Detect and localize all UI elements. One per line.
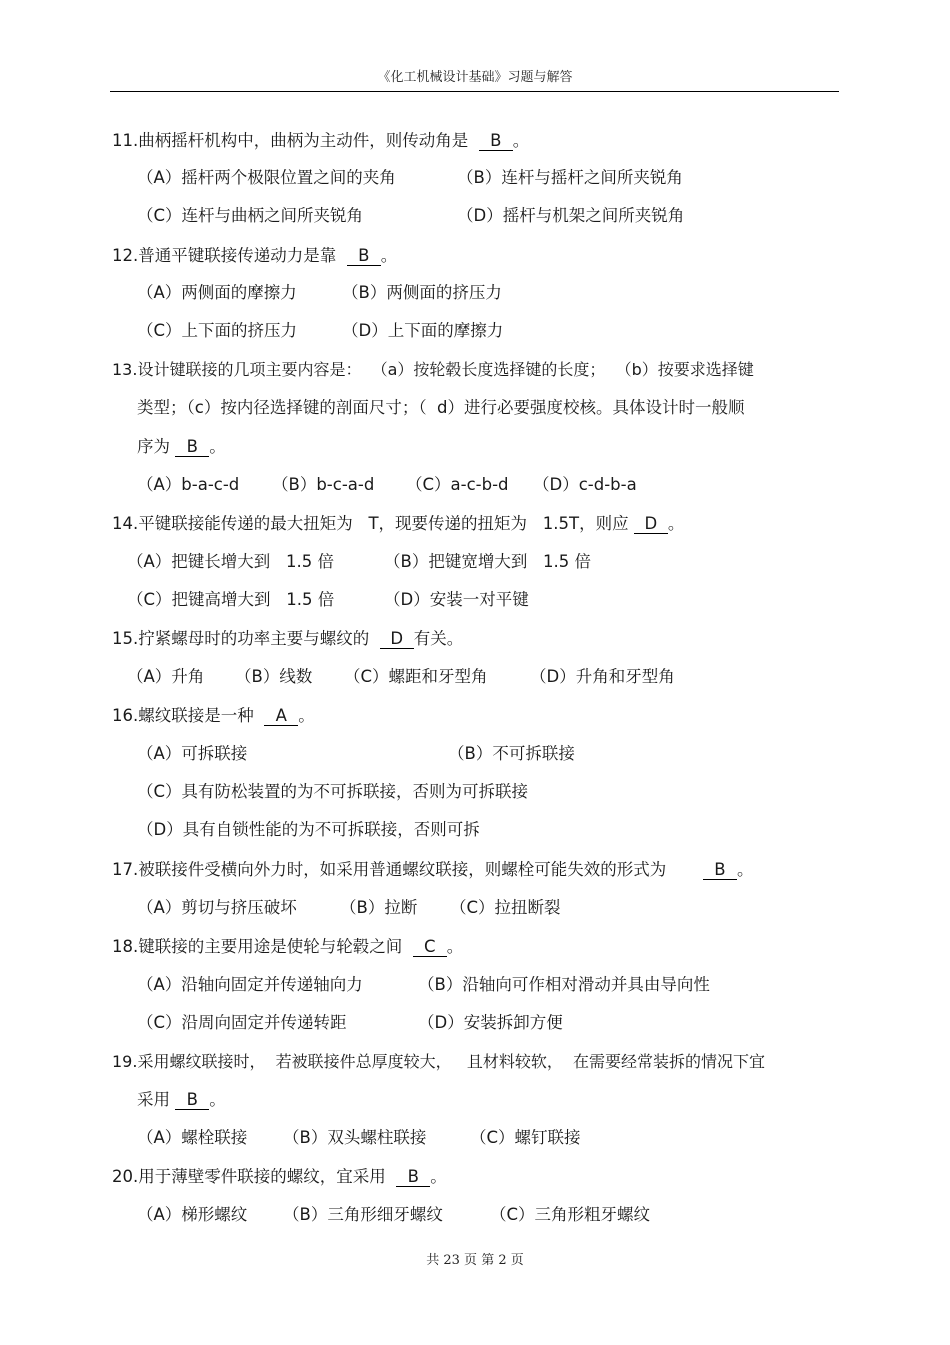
question-17-end: 。 bbox=[736, 860, 754, 879]
question-13-option-c: （C）a-c-b-d bbox=[406, 475, 509, 494]
question-17-option-c: （C）拉扭断裂 bbox=[450, 898, 561, 917]
question-16-option-b: （B）不可拆联接 bbox=[448, 744, 575, 763]
question-12-option-a: （A）两侧面的摩擦力 bbox=[137, 283, 297, 302]
question-15-option-a: （A）升角 bbox=[127, 667, 205, 686]
question-11-stem: 11.曲柄摇杆机构中，曲柄为主动件，则传动角是 bbox=[112, 131, 479, 150]
question-14-end: 。 bbox=[667, 514, 685, 533]
question-15-option-b: （B）线数 bbox=[235, 667, 313, 686]
question-11-option-c: （C）连杆与曲柄之间所夹锐角 bbox=[137, 206, 364, 225]
question-18-option-b: （B）沿轴向可作相对滑动并具由导向性 bbox=[418, 975, 710, 994]
question-13-end: 。 bbox=[209, 437, 226, 456]
question-18-end: 。 bbox=[446, 937, 464, 956]
question-16-option-d: （D）具有自锁性能的为不可拆联接，否则可拆 bbox=[137, 820, 480, 839]
question-19-option-b: （B）双头螺柱联接 bbox=[283, 1128, 427, 1147]
question-19-option-c: （C）螺钉联接 bbox=[470, 1128, 581, 1147]
question-13-option-a: （A）b-a-c-d bbox=[137, 475, 240, 494]
question-19-line-1: 19.采用螺纹联接时， 若被联接件总厚度较大， 且材料较软， 在需要经常装拆的情况下宜 bbox=[112, 1052, 766, 1071]
question-13-answer: B bbox=[175, 438, 209, 457]
question-18 bbox=[112, 937, 463, 957]
question-14-answer: D bbox=[634, 515, 668, 534]
question-20-option-b: （B）三角形细牙螺纹 bbox=[283, 1205, 443, 1224]
question-19-line-2-text: 采用 bbox=[137, 1090, 176, 1109]
question-11-option-a: （A）摇杆两个极限位置之间的夹角 bbox=[137, 168, 396, 187]
question-15-option-d: （D）升角和牙型角 bbox=[530, 667, 675, 686]
question-20-answer: B bbox=[396, 1168, 430, 1187]
question-20-option-a: （A）梯形螺纹 bbox=[137, 1205, 248, 1224]
question-20-stem: 20.用于薄壁零件联接的螺纹，宜采用 bbox=[112, 1167, 397, 1186]
question-16-option-c: （C）具有防松装置的为不可拆联接，否则为可拆联接 bbox=[137, 782, 529, 801]
question-12-option-c: （C）上下面的挤压力 bbox=[137, 321, 298, 340]
question-15-stem: 15.拧紧螺母时的功率主要与螺纹的 bbox=[112, 629, 380, 648]
question-14-option-b: （B）把键宽增大到 1.5 倍 bbox=[384, 552, 592, 571]
question-12-stem: 12.普通平键联接传递动力是靠 bbox=[112, 246, 347, 265]
question-17-answer: B bbox=[703, 861, 737, 880]
question-16-option-a: （A）可拆联接 bbox=[137, 744, 248, 763]
question-16 bbox=[112, 706, 315, 726]
question-15 bbox=[112, 629, 463, 649]
question-12-answer: B bbox=[347, 247, 381, 266]
page-header: 《化工机械设计基础》习题与解答 bbox=[377, 70, 573, 85]
question-15-option-c: （C）螺距和牙型角 bbox=[344, 667, 488, 686]
question-12-option-b: （B）两侧面的挤压力 bbox=[342, 283, 502, 302]
question-14 bbox=[112, 514, 684, 534]
question-20 bbox=[112, 1167, 447, 1187]
question-11-end: 。 bbox=[512, 131, 530, 150]
question-16-answer: A bbox=[264, 707, 298, 726]
question-16-stem: 16.螺纹联接是一种 bbox=[112, 706, 265, 725]
question-18-option-a: （A）沿轴向固定并传递轴向力 bbox=[137, 975, 363, 994]
page-footer: 共 23 页 第 2 页 bbox=[426, 1253, 524, 1268]
question-12-end: 。 bbox=[380, 246, 398, 265]
question-19-end: 。 bbox=[209, 1090, 226, 1109]
question-13-option-b: （B）b-c-a-d bbox=[272, 475, 375, 494]
question-15-answer: D bbox=[380, 630, 414, 649]
question-14-stem: 14.平键联接能传递的最大扭矩为 T，现要传递的扭矩为 1.5T，则应 bbox=[112, 514, 634, 533]
question-19-option-a: （A）螺栓联接 bbox=[137, 1128, 248, 1147]
question-12 bbox=[112, 246, 397, 266]
question-11-option-b: （B）连杆与摇杆之间所夹锐角 bbox=[457, 168, 683, 187]
question-13-line-2: 类型；（c）按内径选择键的剖面尺寸；（ d）进行必要强度校核。具体设计时一般顺 bbox=[137, 398, 745, 417]
question-16-end: 。 bbox=[298, 706, 315, 725]
question-18-option-d: （D）安装拆卸方便 bbox=[418, 1013, 563, 1032]
question-17-option-b: （B）拉断 bbox=[340, 898, 418, 917]
question-20-end: 。 bbox=[430, 1167, 447, 1186]
question-13-line-3 bbox=[137, 437, 226, 457]
question-11 bbox=[112, 131, 529, 151]
question-18-stem: 18.键联接的主要用途是使轮与轮毂之间 bbox=[112, 937, 413, 956]
question-12-option-d: （D）上下面的摩擦力 bbox=[342, 321, 504, 340]
question-20-option-c: （C）三角形粗牙螺纹 bbox=[490, 1205, 651, 1224]
question-18-option-c: （C）沿周向固定并传递转距 bbox=[137, 1013, 347, 1032]
question-13-line-3-text: 序为 bbox=[137, 437, 176, 456]
question-14-option-a: （A）把键长增大到 1.5 倍 bbox=[127, 552, 335, 571]
question-19-answer: B bbox=[175, 1091, 209, 1110]
question-14-option-c: （C）把键高增大到 1.5 倍 bbox=[127, 590, 335, 609]
question-17 bbox=[112, 860, 753, 880]
question-15-end: 有关。 bbox=[413, 629, 464, 648]
question-13-option-d: （D）c-d-b-a bbox=[533, 475, 637, 494]
question-11-answer: B bbox=[479, 132, 513, 151]
question-17-stem: 17.被联接件受横向外力时，如采用普通螺纹联接，则螺栓可能失效的形式为 bbox=[112, 860, 703, 879]
question-17-option-a: （A）剪切与挤压破坏 bbox=[137, 898, 297, 917]
question-19-line-2 bbox=[137, 1090, 226, 1110]
question-13-line-1: 13.设计键联接的几项主要内容是： （a）按轮毂长度选择键的长度； （b）按要求选择键 bbox=[112, 360, 754, 379]
question-11-option-d: （D）摇杆与机架之间所夹锐角 bbox=[457, 206, 685, 225]
question-18-answer: C bbox=[413, 938, 447, 957]
question-14-option-d: （D）安装一对平键 bbox=[384, 590, 529, 609]
header-rule bbox=[110, 91, 839, 92]
